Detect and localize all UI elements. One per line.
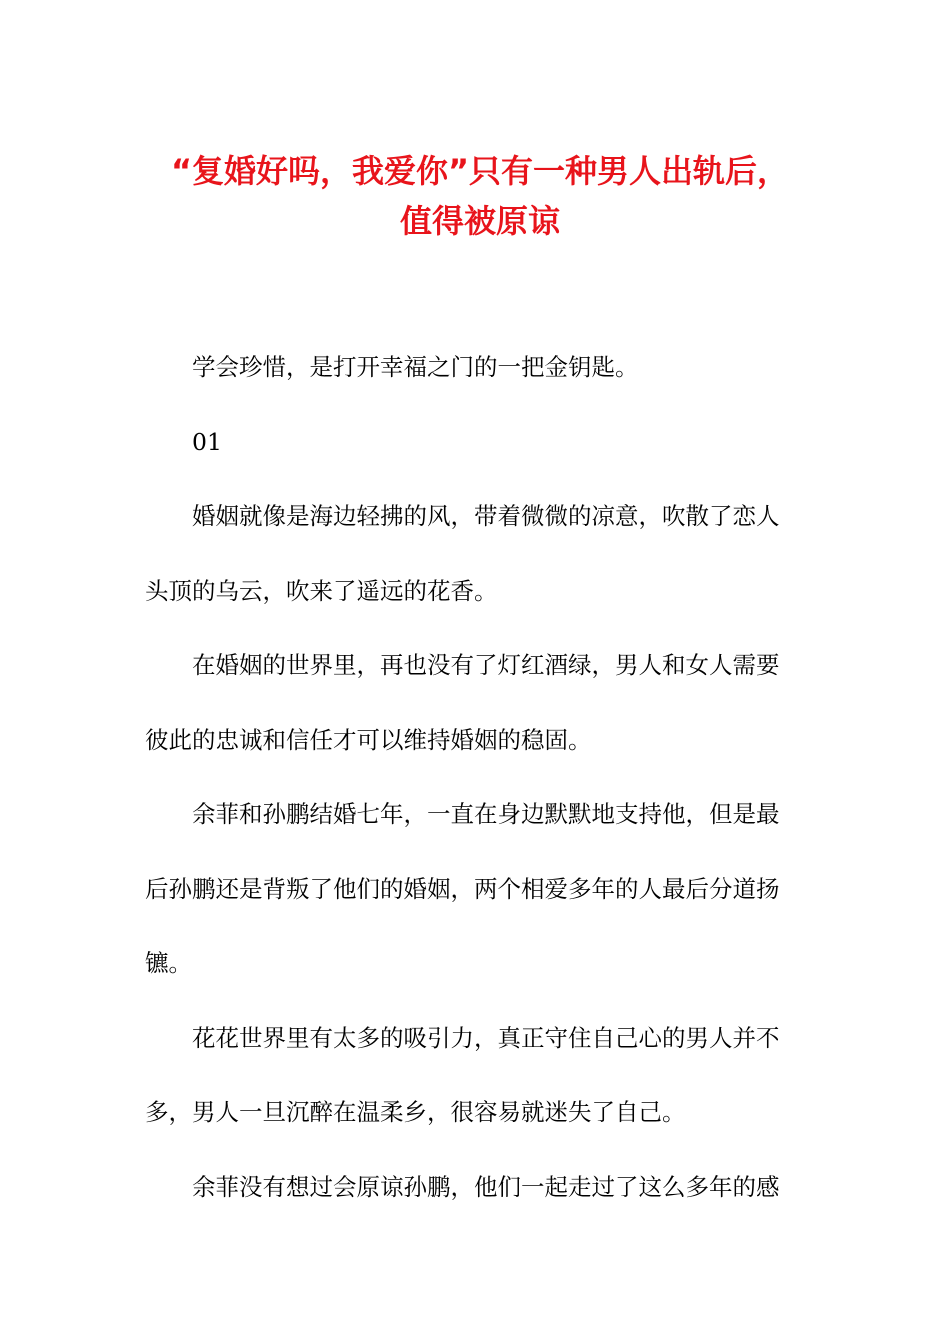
- paragraph-line: 彼此的忠诚和信任才可以维持婚姻的稳固。: [145, 725, 592, 754]
- paragraph-intro: [145, 330, 805, 405]
- paragraph-line: 花花世界里有太多的吸引力，真正守住自己心的男人并不: [192, 1023, 780, 1052]
- paragraph: [145, 1150, 805, 1225]
- paragraph-line: 余菲和孙鹏结婚七年，一直在身边默默地支持他，但是最: [192, 800, 780, 828]
- paragraph-line: 多，男人一旦沉醉在温柔乡，很容易就迷失了自己。: [145, 1098, 686, 1126]
- paragraph: [145, 777, 805, 1001]
- paragraph-line: 学会珍惜，是打开幸福之门的一把金钥匙。: [192, 353, 639, 381]
- document-body: [145, 330, 805, 1224]
- paragraph: [145, 479, 805, 628]
- paragraph: [145, 1001, 805, 1150]
- paragraph-line: 在婚姻的世界里，再也没有了灯红酒绿，男人和女人需要: [192, 651, 780, 679]
- paragraph-line: 镳。: [145, 949, 192, 977]
- paragraph-line: 01: [192, 427, 222, 456]
- paragraph-line: 婚姻就像是海边轻拂的风，带着微微的凉意，吹散了恋人: [192, 502, 780, 530]
- section-number: [145, 405, 805, 480]
- paragraph: [145, 628, 805, 777]
- document-title-line-2: 值得被原谅: [399, 202, 560, 240]
- paragraph-line: 余菲没有想过会原谅孙鹏，他们一起走过了这么多年的感: [192, 1172, 780, 1201]
- document-title-line-1: “复婚好吗，我爱你”只有一种男人出轨后，: [170, 152, 790, 190]
- paragraph-line: 后孙鹏还是背叛了他们的婚姻，两个相爱多年的人最后分道扬: [145, 874, 780, 903]
- paragraph-line: 头顶的乌云，吹来了遥远的花香。: [145, 576, 498, 605]
